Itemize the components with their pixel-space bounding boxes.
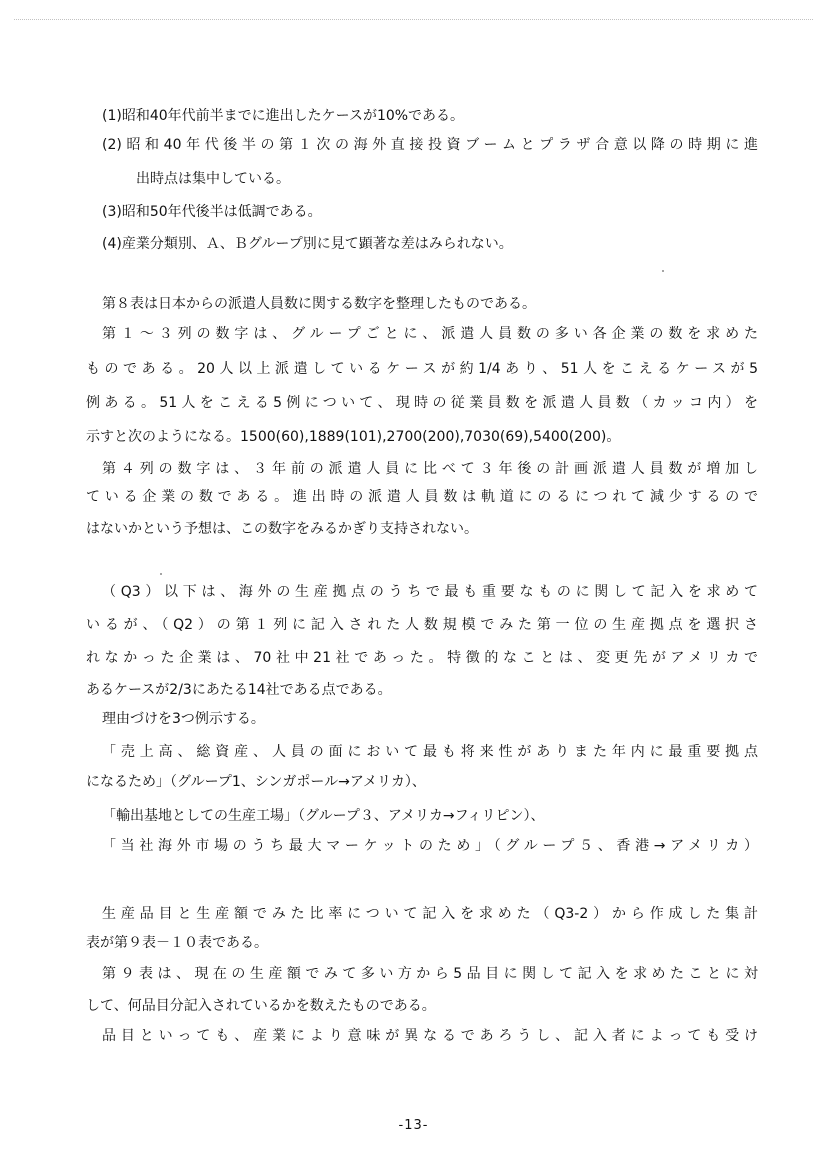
list-item-2-continued: 出時点は集中している。	[136, 171, 290, 187]
scan-speck	[160, 573, 162, 575]
paragraph-line: ものである。20人以上派遣しているケースが約1/4あり、51人をこえるケースが5	[86, 361, 758, 377]
paragraph-line: （Q3）以下は、海外の生産拠点のうちで最も重要なものに関して記入を求めて	[102, 584, 758, 600]
paragraph-line: 第８表は日本からの派遣人員数に関する数字を整理したものである。	[102, 296, 536, 312]
paragraph-line: ている企業の数である。進出時の派遣人員数は軌道にのるにつれて減少するので	[86, 489, 758, 505]
list-item-1: (1)昭和40年代前半までに進出したケースが10%である。	[102, 108, 465, 124]
paragraph-line: 第４列の数字は、３年前の派遣人員に比べて３年後の計画派遣人員数が増加し	[102, 461, 758, 477]
list-item-3: (3)昭和50年代後半は低調である。	[102, 204, 322, 220]
paragraph-line: はないかという予想は、この数字をみるかぎり支持されない。	[86, 521, 478, 537]
scan-speck	[662, 270, 664, 272]
paragraph-line: 例ある。51人をこえる5例について、現時の従業員数を派遣人員数（カッコ内）を	[86, 395, 758, 411]
list-item-4: (4)産業分類別、Ａ、Ｂグループ別に見て顕著な差はみられない。	[102, 236, 513, 252]
paragraph-line: 第９表は、現在の生産額でみて多い方から5品目に関して記入を求めたことに対	[102, 966, 758, 982]
paragraph-line: れなかった企業は、70社中21社であった。特徴的なことは、変更先がアメリカで	[86, 650, 758, 666]
paragraph-line: 品目といっても、産業により意味が異なるであろうし、記入者によっても受け	[102, 1028, 758, 1044]
scan-artifact-dots	[14, 19, 813, 21]
paragraph-line: いるが、（Q2）の第１列に記入された人数規模でみた第一位の生産拠点を選択さ	[86, 617, 758, 633]
page-number: -13-	[398, 1118, 429, 1133]
paragraph-line: して、何品目分記入されているかを数えたものである。	[86, 998, 436, 1014]
quote-line: 「輸出基地としての生産工場」（グループ３、アメリカ→フィリピン）、	[102, 808, 545, 824]
paragraph-line: 生産品目と生産額でみた比率について記入を求めた（Q3-2）から作成した集計	[102, 906, 758, 922]
list-item-2: (2)昭和40年代後半の第１次の海外直接投資ブームとプラザ合意以降の時期に進	[102, 137, 758, 153]
paragraph-line: 理由づけを3つ例示する。	[102, 711, 265, 727]
paragraph-line: 表が第９表－１０表である。	[86, 935, 268, 951]
quote-line: 「当社海外市場のうち最大マーケットのため」（グループ５、香港→アメリカ）	[102, 838, 758, 854]
paragraph-line: あるケースが2/3にあたる14社である点である。	[86, 682, 392, 698]
quote-line: になるため」（グループ1、シンガポール→アメリカ）、	[86, 774, 426, 790]
paragraph-line: 示すと次のようになる。1500(60),1889(101),2700(200),7030(69),5400(200)。	[86, 429, 621, 445]
quote-line: 「売上高、総資産、人員の面において最も将来性がありまた年内に最重要拠点	[102, 744, 758, 760]
paragraph-line: 第１～３列の数字は、グループごとに、派遣人員数の多い各企業の数を求めた	[102, 326, 758, 342]
